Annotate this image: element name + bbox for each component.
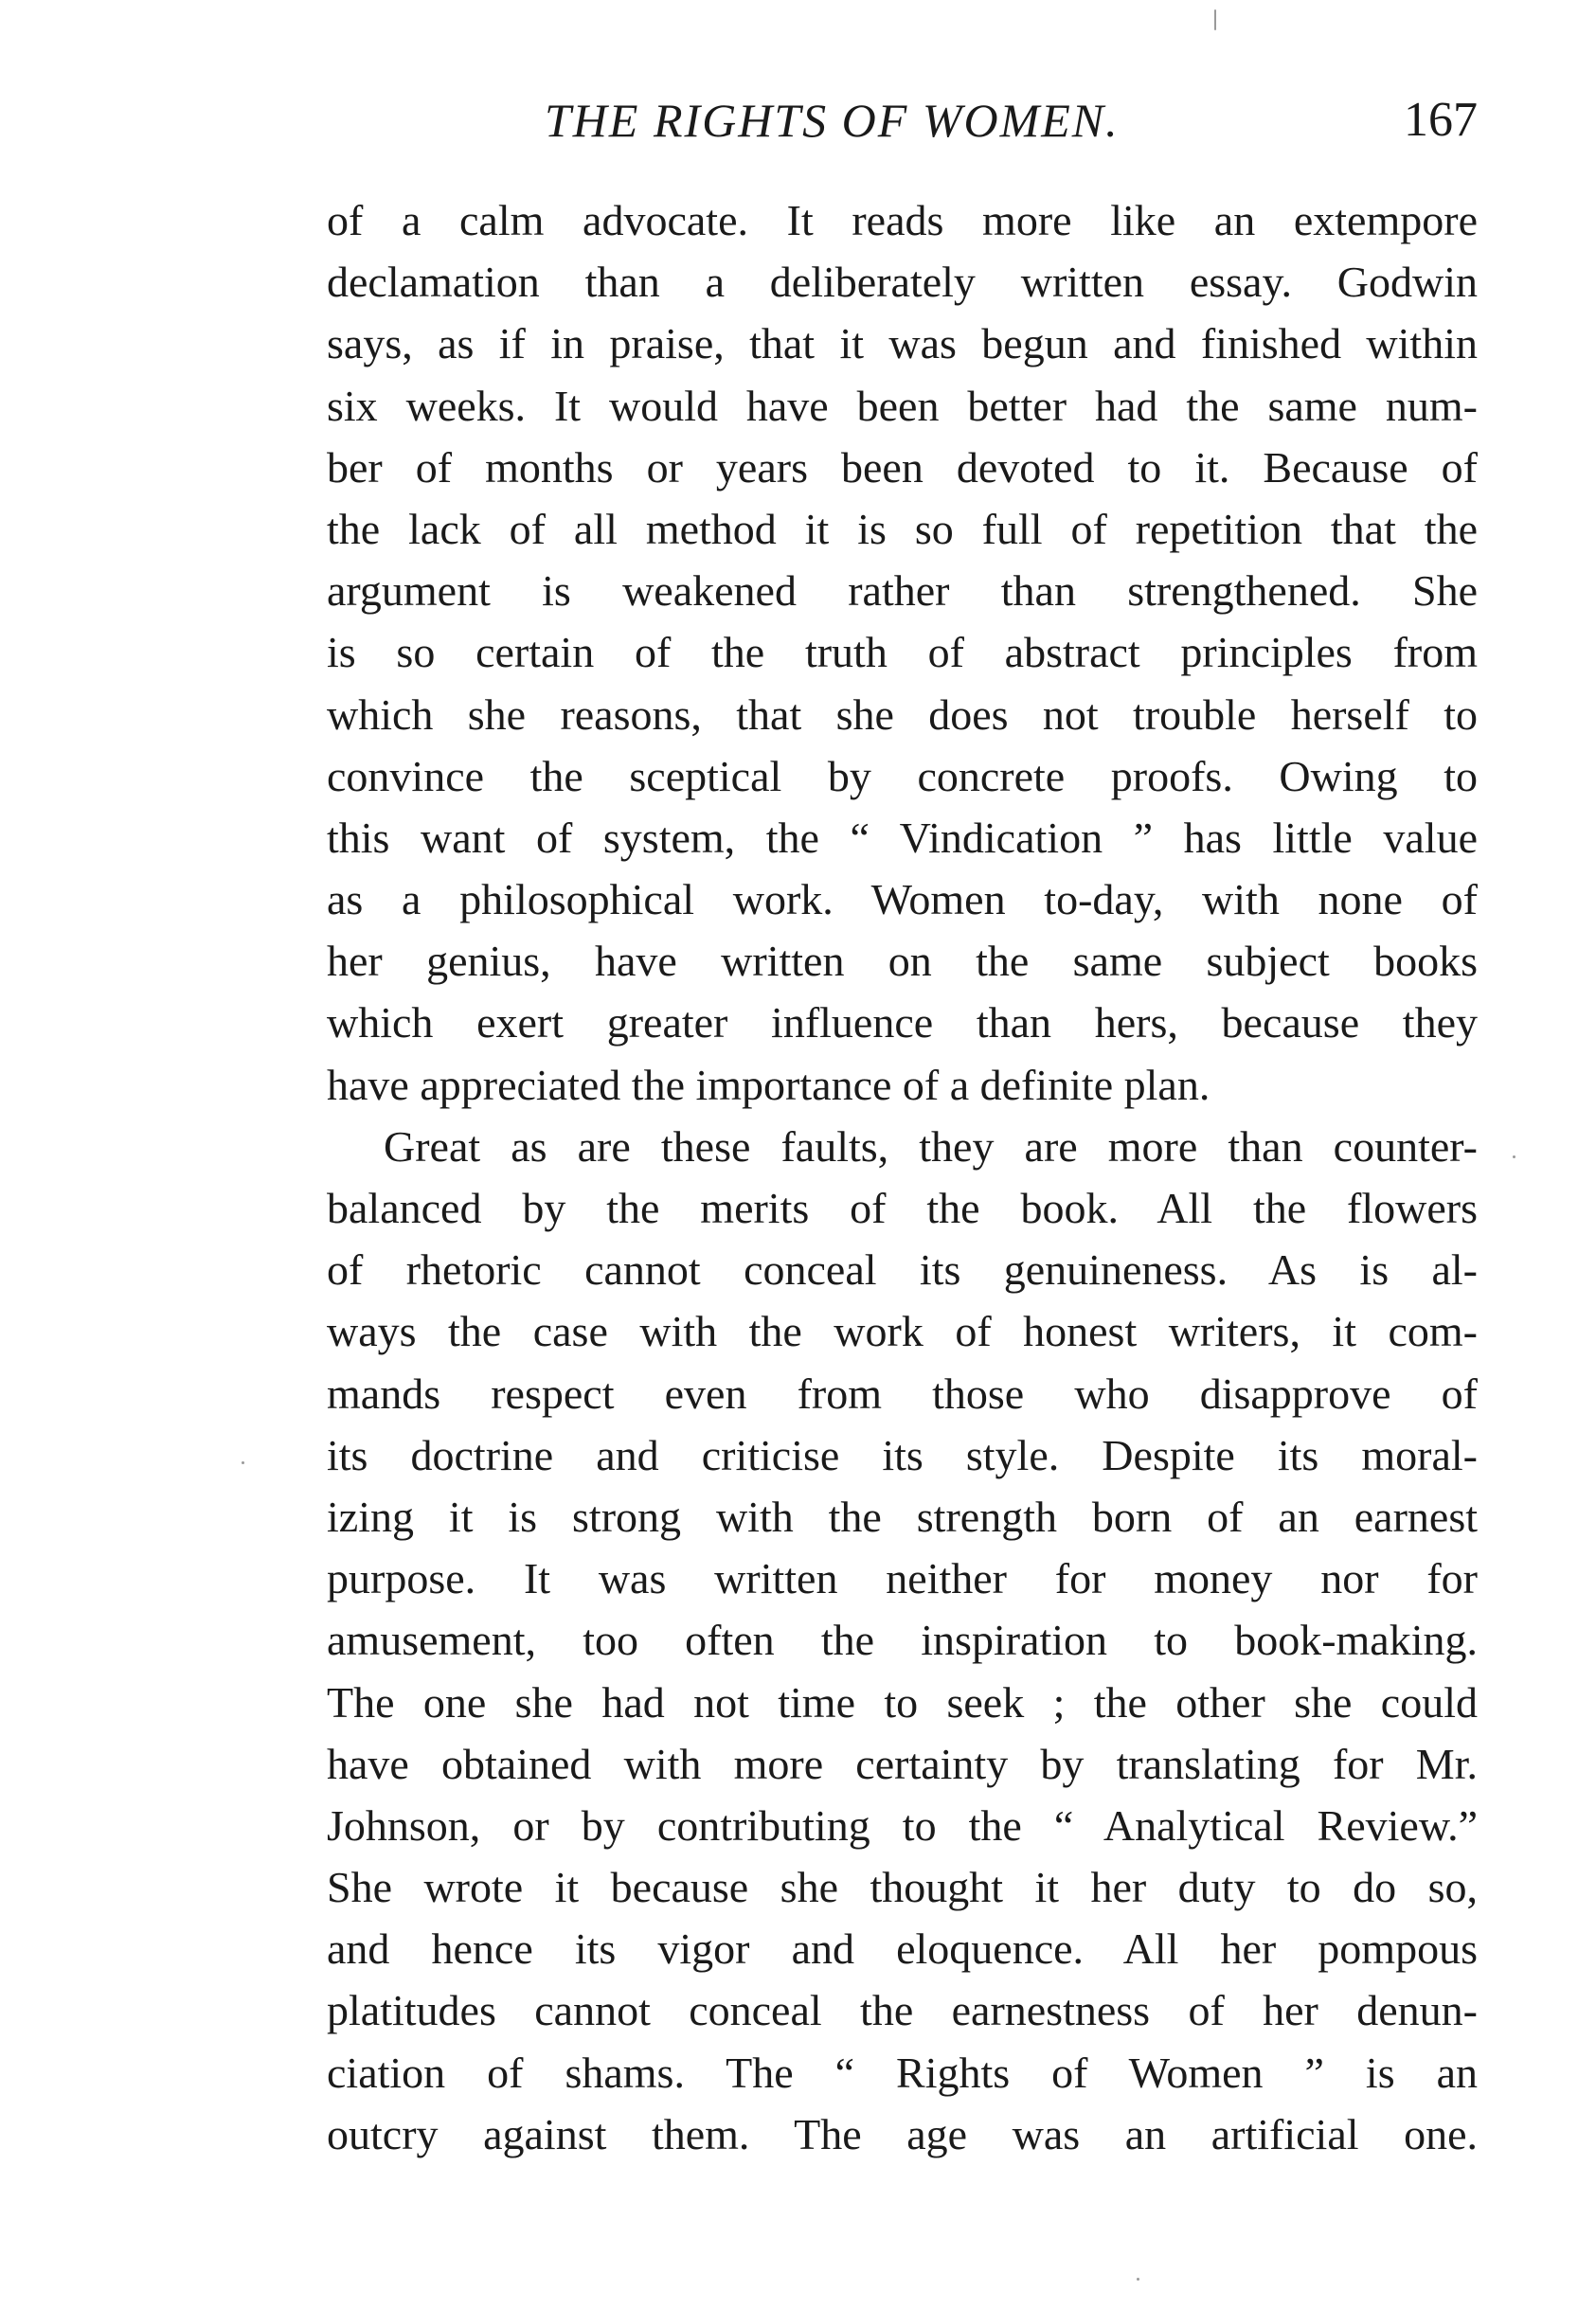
text-line: and hence its vigor and eloquence. All her pompous <box>327 1924 1478 1974</box>
body-text <box>327 189 1478 2165</box>
scan-speck <box>1137 2278 1139 2281</box>
text-line: the lack of all method it is so full of repetition that the <box>327 504 1478 553</box>
page-number: 167 <box>1404 93 1478 147</box>
text-line: mands respect even from those who disapprove of <box>327 1369 1478 1418</box>
text-line: izing it is strong with the strength born of an earnest <box>327 1492 1478 1541</box>
scan-speck <box>1513 1155 1515 1158</box>
text-line: ciation of shams. The “ Rights of Women ” is an <box>327 2048 1478 2097</box>
text-line: which she reasons, that she does not trouble herself to <box>327 689 1478 739</box>
text-line: Johnson, or by contributing to the “ Analytical Review.” <box>327 1800 1478 1850</box>
text-line: have obtained with more certainty by translating for Mr. <box>327 1739 1478 1788</box>
text-line: outcry against them. The age was an artificial one. <box>327 2109 1478 2158</box>
text-line: ways the case with the work of honest writers, it com- <box>327 1307 1478 1356</box>
text-line: balanced by the merits of the book. All the flowers <box>327 1184 1478 1232</box>
text-line: The one she had not time to seek ; the other she could <box>327 1677 1478 1727</box>
text-line: She wrote it because she thought it her duty to do so, <box>327 1863 1478 1912</box>
text-line: convince the sceptical by concrete proofs. Owing to <box>327 751 1478 800</box>
text-line: declamation than a deliberately written essay. Godwin <box>327 258 1478 307</box>
text-line: argument is weakened rather than strengthened. She <box>327 566 1478 616</box>
text-line: have appreciated the importance of a definite plan. <box>327 1060 1210 1109</box>
text-line: which exert greater influence than hers, because they <box>327 998 1478 1047</box>
text-line: as a philosophical work. Women to-day, with none of <box>327 875 1478 924</box>
text-line: Great as are these faults, they are more than counter- <box>384 1121 1478 1171</box>
text-line: ber of months or years been devoted to it. Because of <box>327 442 1478 492</box>
text-line: amusement, too often the inspiration to book-making. <box>327 1616 1478 1665</box>
paragraph-1 <box>327 189 1478 1116</box>
running-head <box>327 87 1478 153</box>
text-line: of a calm advocate. It reads more like an extempore <box>327 196 1478 244</box>
text-line: purpose. It was written neither for money nor for <box>327 1554 1478 1603</box>
scan-speck <box>1214 9 1216 30</box>
text-line: platitudes cannot conceal the earnestness of her denun- <box>327 1986 1478 2035</box>
text-line: says, as if in praise, that it was begun and finished within <box>327 319 1478 368</box>
scan-speck <box>242 1461 244 1464</box>
text-line: this want of system, the “ Vindication ” has little value <box>327 813 1478 862</box>
running-head-title: THE RIGHTS OF WOMEN. <box>545 94 1120 147</box>
text-line: her genius, have written on the same subject books <box>327 937 1478 986</box>
text-line: six weeks. It would have been better had the same num- <box>327 381 1478 430</box>
text-line: is so certain of the truth of abstract principles from <box>327 628 1478 677</box>
paragraph-2 <box>327 1116 1478 2165</box>
text-line: its doctrine and criticise its style. Despite its moral- <box>327 1430 1478 1479</box>
text-line: of rhetoric cannot conceal its genuineness. As is al- <box>327 1245 1478 1295</box>
